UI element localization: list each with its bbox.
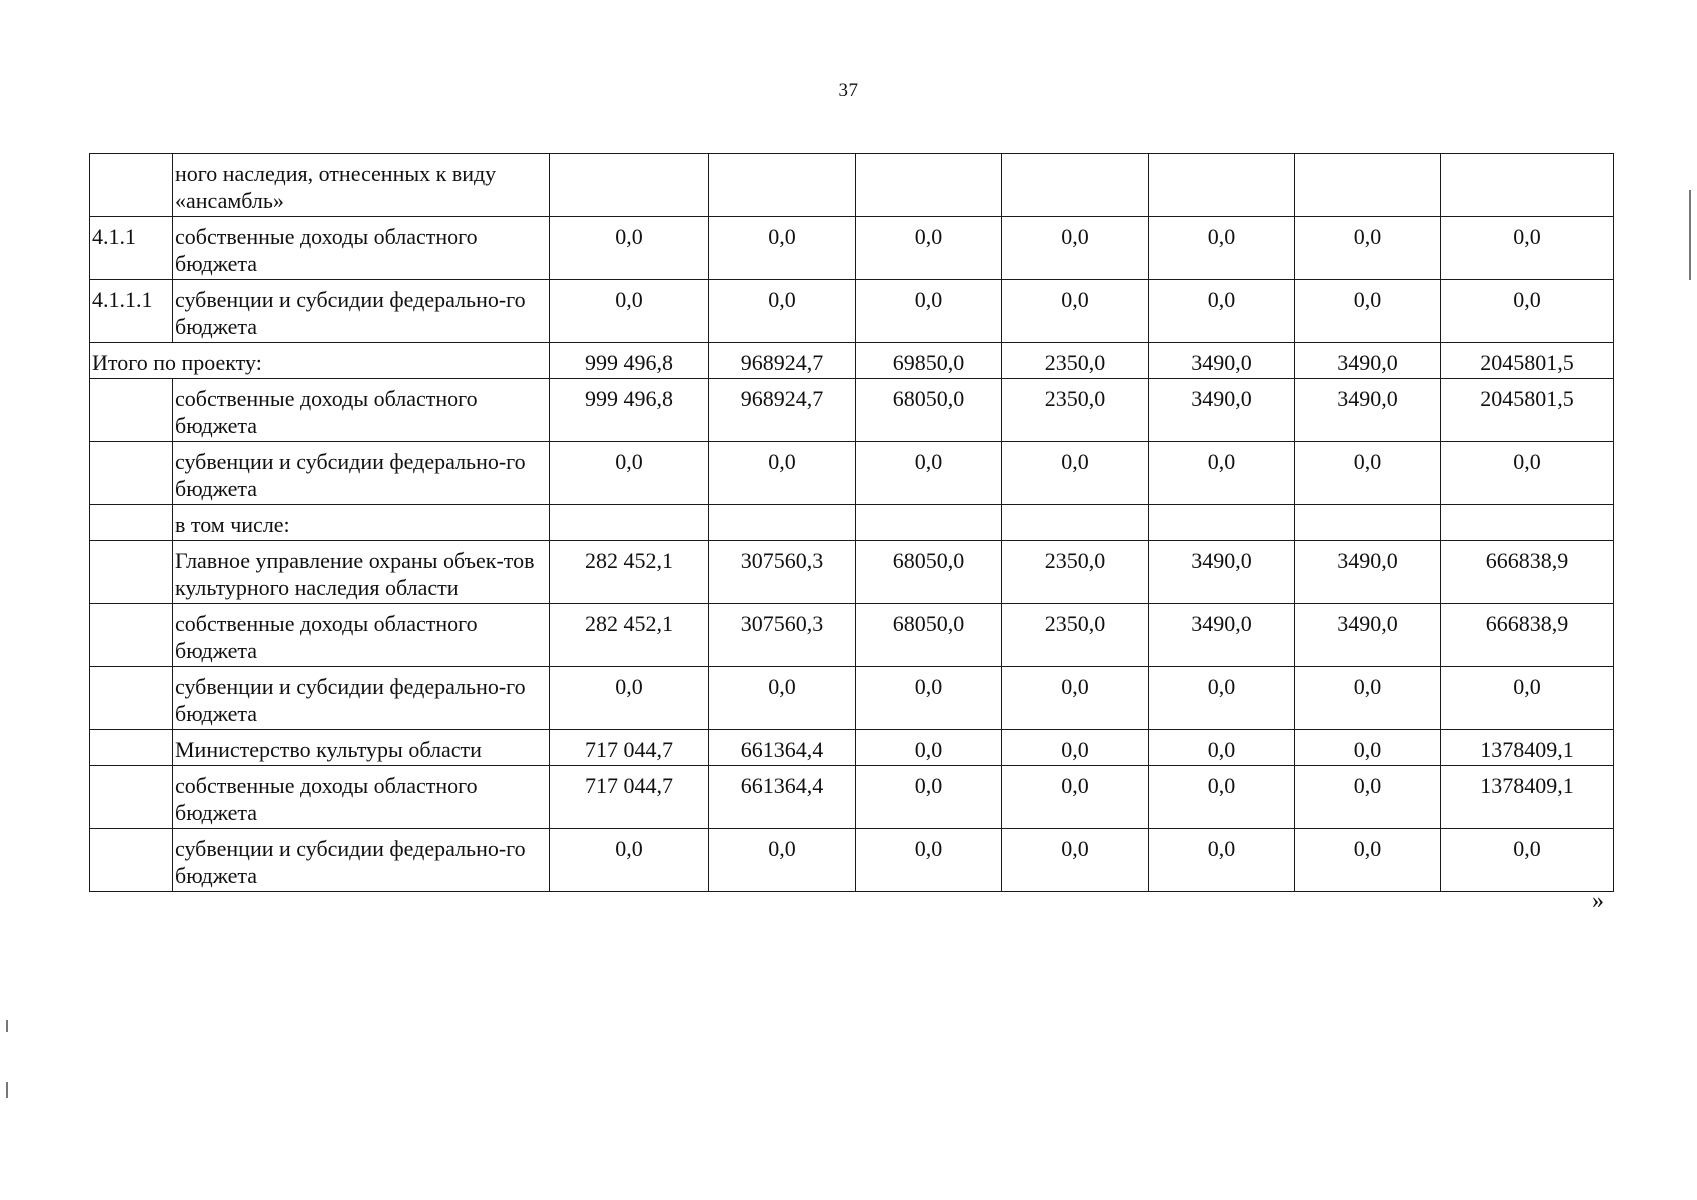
value-cell: 0,0	[550, 442, 709, 505]
value-cell: 0,0	[1002, 829, 1149, 892]
value-cell: 1378409,1	[1441, 766, 1614, 829]
value-cell: 0,0	[1149, 280, 1295, 343]
row-code-cell	[90, 766, 173, 829]
value-cell: 0,0	[709, 280, 856, 343]
value-cell: 3490,0	[1295, 379, 1441, 442]
row-code-cell	[90, 379, 173, 442]
row-code-cell	[90, 541, 173, 604]
value-cell: 307560,3	[709, 541, 856, 604]
row-description-cell: в том числе:	[173, 505, 550, 541]
row-description-cell: Министерство культуры области	[173, 730, 550, 766]
page-number: 37	[838, 80, 859, 101]
value-cell: 0,0	[1295, 217, 1441, 280]
value-cell: 3490,0	[1295, 604, 1441, 667]
row-code-cell	[90, 829, 173, 892]
value-cell: 0,0	[1149, 730, 1295, 766]
value-cell: 0,0	[1295, 829, 1441, 892]
row-code-cell	[90, 505, 173, 541]
table-row	[90, 217, 1614, 280]
value-cell: 666838,9	[1441, 604, 1614, 667]
value-cell: 0,0	[1295, 730, 1441, 766]
value-cell	[1295, 154, 1441, 217]
value-cell	[550, 505, 709, 541]
value-cell: 968924,7	[709, 343, 856, 379]
value-cell: 0,0	[1149, 442, 1295, 505]
value-cell: 3490,0	[1295, 343, 1441, 379]
value-cell: 968924,7	[709, 379, 856, 442]
row-code-cell	[90, 730, 173, 766]
value-cell: 0,0	[1149, 829, 1295, 892]
closing-quote: »	[1592, 888, 1604, 914]
value-cell: 0,0	[1441, 829, 1614, 892]
row-description-cell: собственные доходы областного бюджета	[173, 217, 550, 280]
value-cell: 2350,0	[1002, 604, 1149, 667]
value-cell: 68050,0	[856, 604, 1002, 667]
value-cell: 0,0	[550, 280, 709, 343]
value-cell: 0,0	[1441, 217, 1614, 280]
scan-edge-mark	[1689, 190, 1691, 280]
value-cell: 0,0	[1441, 280, 1614, 343]
value-cell: 0,0	[550, 829, 709, 892]
table-row	[90, 829, 1614, 892]
row-description-cell: ного наследия, отнесенных к виду «ансамбль»	[173, 154, 550, 217]
value-cell: 0,0	[550, 667, 709, 730]
row-description-cell: субвенции и субсидии федерально-го бюджета	[173, 280, 550, 343]
table-row	[90, 379, 1614, 442]
value-cell: 717 044,7	[550, 730, 709, 766]
row-description-cell: собственные доходы областного бюджета	[173, 604, 550, 667]
value-cell	[1002, 154, 1149, 217]
row-code-cell: 4.1.1	[90, 217, 173, 280]
value-cell: 0,0	[856, 730, 1002, 766]
value-cell: 3490,0	[1149, 541, 1295, 604]
value-cell: 0,0	[856, 217, 1002, 280]
table-row	[90, 730, 1614, 766]
value-cell: 0,0	[1002, 667, 1149, 730]
scan-edge-mark	[6, 1020, 8, 1032]
value-cell	[1149, 505, 1295, 541]
value-cell: 661364,4	[709, 766, 856, 829]
value-cell: 0,0	[709, 442, 856, 505]
value-cell: 68050,0	[856, 541, 1002, 604]
total-label-cell: Итого по проекту:	[90, 343, 550, 379]
value-cell: 0,0	[1002, 730, 1149, 766]
value-cell	[856, 505, 1002, 541]
row-code-cell	[90, 154, 173, 217]
value-cell: 0,0	[709, 217, 856, 280]
row-code-cell	[90, 442, 173, 505]
value-cell: 999 496,8	[550, 379, 709, 442]
value-cell: 0,0	[1149, 667, 1295, 730]
value-cell: 0,0	[1002, 217, 1149, 280]
table-row	[90, 766, 1614, 829]
value-cell: 282 452,1	[550, 541, 709, 604]
value-cell: 0,0	[856, 442, 1002, 505]
value-cell: 1378409,1	[1441, 730, 1614, 766]
value-cell: 0,0	[856, 667, 1002, 730]
value-cell: 2350,0	[1002, 541, 1149, 604]
table-row	[90, 154, 1614, 217]
value-cell: 0,0	[1441, 442, 1614, 505]
value-cell: 999 496,8	[550, 343, 709, 379]
value-cell	[1441, 505, 1614, 541]
value-cell: 0,0	[856, 829, 1002, 892]
value-cell: 3490,0	[1295, 541, 1441, 604]
value-cell	[709, 505, 856, 541]
value-cell: 3490,0	[1149, 343, 1295, 379]
value-cell: 666838,9	[1441, 541, 1614, 604]
value-cell: 2350,0	[1002, 379, 1149, 442]
value-cell	[1002, 505, 1149, 541]
table-row	[90, 505, 1614, 541]
value-cell: 717 044,7	[550, 766, 709, 829]
row-description-cell: субвенции и субсидии федерально-го бюджета	[173, 442, 550, 505]
row-code-cell: 4.1.1.1	[90, 280, 173, 343]
row-description-cell: субвенции и субсидии федерально-го бюджета	[173, 829, 550, 892]
value-cell: 0,0	[1295, 667, 1441, 730]
value-cell: 3490,0	[1149, 379, 1295, 442]
value-cell: 661364,4	[709, 730, 856, 766]
row-description-cell: субвенции и субсидии федерально-го бюджета	[173, 667, 550, 730]
value-cell	[1441, 154, 1614, 217]
row-code-cell	[90, 604, 173, 667]
value-cell	[550, 154, 709, 217]
row-description-cell: собственные доходы областного бюджета	[173, 766, 550, 829]
value-cell: 307560,3	[709, 604, 856, 667]
table-row	[90, 541, 1614, 604]
row-description-cell: собственные доходы областного бюджета	[173, 379, 550, 442]
value-cell: 0,0	[709, 667, 856, 730]
budget-table	[89, 153, 1614, 892]
value-cell: 282 452,1	[550, 604, 709, 667]
table-row	[90, 667, 1614, 730]
value-cell: 0,0	[709, 829, 856, 892]
value-cell: 2045801,5	[1441, 343, 1614, 379]
value-cell: 0,0	[1295, 766, 1441, 829]
value-cell	[709, 154, 856, 217]
value-cell: 0,0	[1002, 280, 1149, 343]
value-cell	[1149, 154, 1295, 217]
value-cell: 0,0	[856, 280, 1002, 343]
row-description-cell: Главное управление охраны объек-тов культурного наследия области	[173, 541, 550, 604]
table-row	[90, 343, 1614, 379]
value-cell	[856, 154, 1002, 217]
value-cell: 2045801,5	[1441, 379, 1614, 442]
row-code-cell	[90, 667, 173, 730]
value-cell: 0,0	[1295, 442, 1441, 505]
value-cell: 0,0	[856, 766, 1002, 829]
value-cell: 0,0	[1441, 667, 1614, 730]
table-body	[90, 154, 1614, 892]
scan-edge-mark	[6, 1082, 8, 1098]
value-cell: 3490,0	[1149, 604, 1295, 667]
value-cell: 0,0	[1002, 766, 1149, 829]
value-cell: 0,0	[550, 217, 709, 280]
value-cell: 0,0	[1149, 217, 1295, 280]
value-cell: 0,0	[1149, 766, 1295, 829]
value-cell: 69850,0	[856, 343, 1002, 379]
table-row	[90, 604, 1614, 667]
value-cell	[1295, 505, 1441, 541]
value-cell: 68050,0	[856, 379, 1002, 442]
value-cell: 0,0	[1295, 280, 1441, 343]
value-cell: 0,0	[1002, 442, 1149, 505]
value-cell: 2350,0	[1002, 343, 1149, 379]
table-row	[90, 280, 1614, 343]
table-row	[90, 442, 1614, 505]
